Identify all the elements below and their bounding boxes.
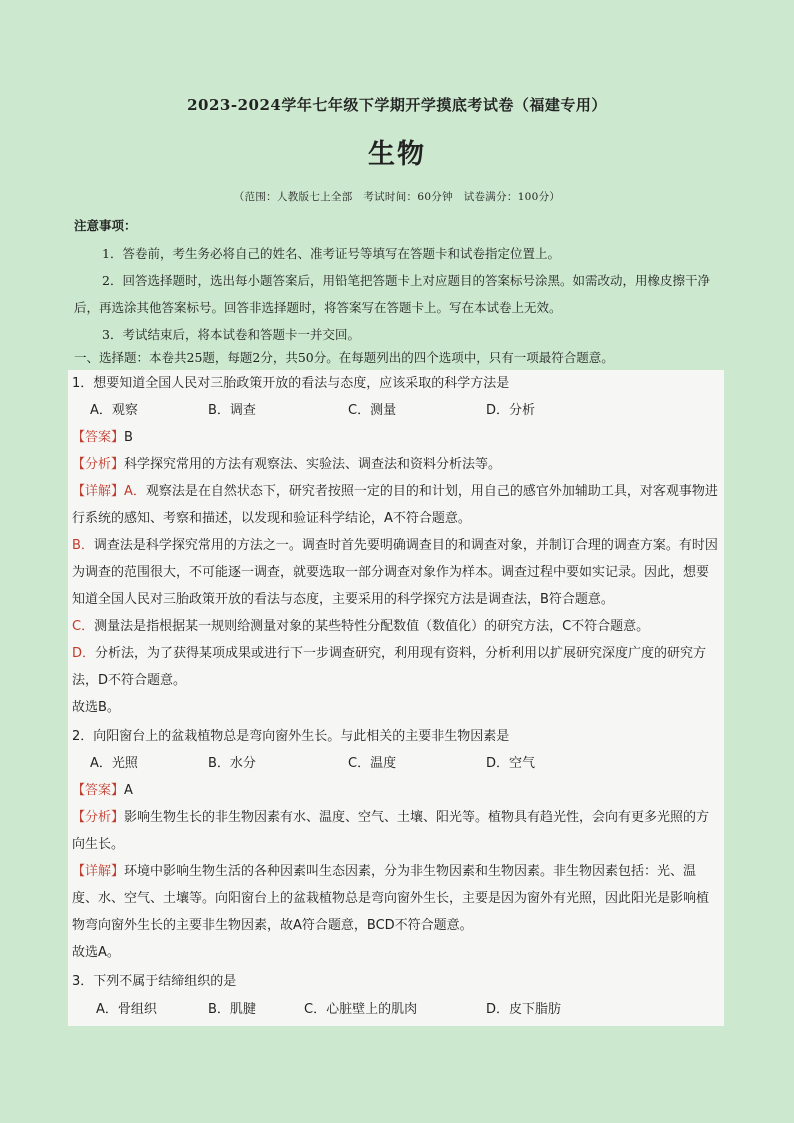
analysis-tag: 【分析】 [72,457,125,472]
conclusion: 故选B。 [72,700,120,715]
answer-tag: 【答案】 [72,430,125,445]
detail-a-text: A．观察法是在自然状态下，研究者按照一定的目的和计划，用自己的感官外加辅助工具，对客观事物进行系统的感知、考察和描述，以发现和验证科学结论，A不符合题意。 [72,484,718,526]
notice-item: 1．答卷前，考生务必将自己的姓名、准考证号等填写在答题卡和试卷指定位置上。 [102,246,560,261]
analysis-line [72,804,720,858]
detail-tag: 【详解】 [72,484,125,499]
detail-d: D．分析法，为了获得某项成果或进行下一步调查研究，利用现有资料，分析利用以扩展研究深度广度的研究方法，D不符合题意。 [72,646,707,688]
question-2-stem: 2．向阳窗台上的盆栽植物总是弯向窗外生长。与此相关的主要非生物因素是 [72,729,510,744]
analysis-text: 科学探究常用的方法有观察法、实验法、调查法和资料分析法等。 [124,457,502,472]
detail-a [72,478,720,532]
detail-block [72,478,720,721]
analysis-line [72,451,720,478]
option-d[interactable]: D．空气 [486,756,536,771]
section-heading: 一、选择题：本卷共25题，每题2分，共50分。在每题列出的四个选项中，只有一项最符合题意。 [74,350,614,365]
answer-value: B [124,430,133,445]
option-b[interactable]: B．调查 [208,403,256,418]
option-d[interactable]: D．皮下脂肪 [486,1002,562,1017]
detail-tag: 【详解】 [72,864,125,879]
option-a[interactable]: A．骨组织 [96,1002,157,1017]
notice-list [74,240,724,348]
question-3-stem: 3．下列不属于结缔组织的是 [72,974,237,989]
answer-line [72,424,720,451]
notice-item: 2．回答选择题时，选出每小题答案后，用铅笔把答题卡上对应题目的答案标号涂黑。如需改动，用橡皮擦干净后，再选涂其他答案标号。回答非选择题时，将答案写在答题卡上。写在本试卷上无效。 [74,273,710,315]
option-b[interactable]: B．肌腱 [208,1002,256,1017]
option-a[interactable]: A．观察 [90,403,138,418]
option-a[interactable]: A．光照 [90,756,138,771]
option-c[interactable]: C．心脏壁上的肌肉 [304,1002,418,1017]
option-c[interactable]: C．温度 [348,756,397,771]
answer-line [72,777,720,804]
subject-title: 生物 [368,139,426,170]
detail-b: B．调查法是科学探究常用的方法之一。调查时首先要明确调查目的和调查对象，并制订合理的调查方案。有时因为调查的范围很大，不可能逐一调查，就要选取一部分调查对象作为样本。调查过程中要如实记录。因此，想要知道全国人民对三胎政策开放的看法与态度，主要采用的科学探究方法是调查法，B符合题意。 [72,538,718,607]
question-3-options [96,996,561,1023]
option-c[interactable]: C．测量 [348,403,397,418]
answer-tag: 【答案】 [72,783,125,798]
exam-meta: （范围：人教版七上全部 考试时间：60分钟 试卷满分：100分） [233,191,561,203]
analysis-text: 影响生物生长的非生物因素有水、温度、空气、土壤、阳光等。植物具有趋光性，会向有更多光照的方向生长。 [72,810,710,852]
notice-heading: 注意事项： [74,218,137,233]
detail-block [72,858,720,966]
option-d[interactable]: D．分析 [486,403,536,418]
question-1-options [90,397,535,424]
analysis-tag: 【分析】 [72,810,125,825]
question-2-options [90,750,535,777]
conclusion: 故选A。 [72,945,120,960]
exam-title: 2023-2024学年七年级下学期开学摸底考试卷（福建专用） [187,96,607,114]
detail-text: 环境中影响生物生活的各种因素叫生态因素，分为非生物因素和生物因素。非生物因素包括：光、温度、水、空气、土壤等。向阳窗台上的盆栽植物总是弯向窗外生长，主要是因为窗外有光照，因此阳光是影响植物弯向窗外生长的主要非生物因素，故A符合题意，BCD不符合题意。 [72,864,710,933]
option-b[interactable]: B．水分 [208,756,256,771]
detail [72,858,720,939]
notice-item: 3．考试结束后，将本试卷和答题卡一并交回。 [102,327,360,342]
answer-value: A [124,783,133,798]
detail-c: C．测量法是指根据某一规则给测量对象的某些特性分配数值（数值化）的研究方法，C不符合题意。 [72,619,650,634]
question-1-stem: 1．想要知道全国人民对三胎政策开放的看法与态度，应该采取的科学方法是 [72,376,510,391]
